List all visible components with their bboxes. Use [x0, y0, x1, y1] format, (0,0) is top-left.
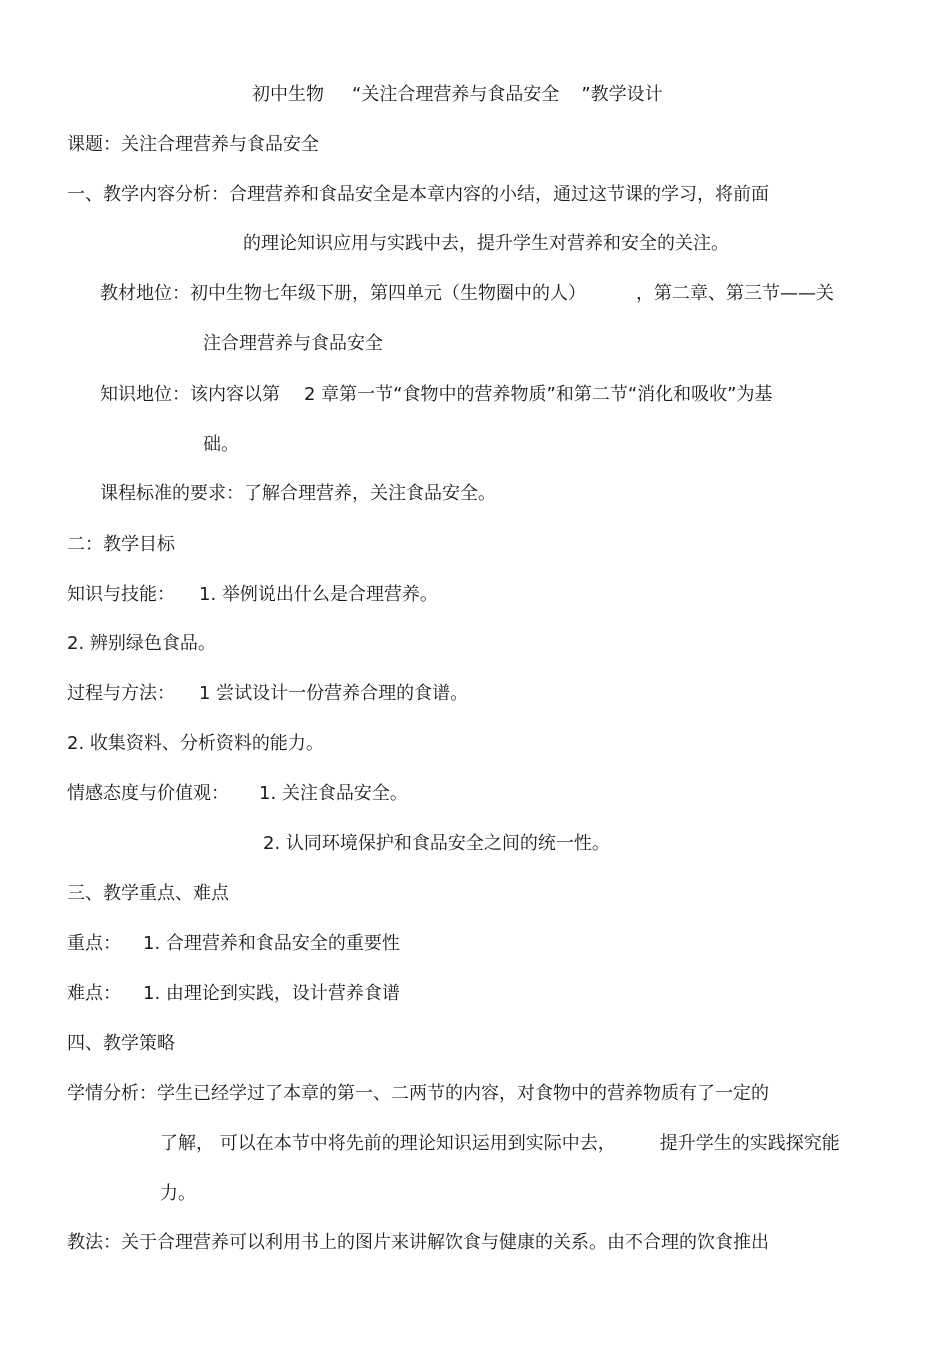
- knowledge-skills-item-1: 1. 举例说出什么是合理营养。: [199, 584, 438, 605]
- knowledge-skills-line: [67, 584, 438, 606]
- key-point-label: 重点：: [67, 933, 121, 954]
- emotion-values-item-1: 1. 关注食品安全。: [259, 783, 408, 804]
- teaching-method-line: 教法：关于合理营养可以利用书上的图片来讲解饮食与健康的关系。由不合理的饮食推出: [67, 1232, 769, 1253]
- knowledge-position-continuation: 础。: [203, 434, 239, 455]
- difficult-point-line: [67, 983, 400, 1005]
- learner-analysis-end: 力。: [160, 1183, 196, 1204]
- process-method-item-2: 2. 收集资料、分析资料的能力。: [67, 733, 324, 754]
- title-part-2: “关注合理营养与食品安全: [352, 84, 560, 105]
- knowledge-position-line: [100, 384, 772, 406]
- knowledge-position-a: 知识地位：该内容以第: [100, 384, 280, 405]
- difficult-point-item-1: 1. 由理论到实践，设计营养食谱: [143, 983, 400, 1004]
- knowledge-skills-item-2: 2. 辨别绿色食品。: [67, 633, 216, 654]
- textbook-position-a: 教材地位：初中生物七年级下册，第四单元（生物圈中的人）: [100, 283, 586, 304]
- content-analysis-heading: 一、教学内容分析：合理营养和食品安全是本章内容的小结，通过这节课的学习，将前面: [67, 184, 769, 205]
- title-part-3: ”教学设计: [581, 84, 663, 105]
- textbook-position-continuation: 注合理营养与食品安全: [203, 333, 383, 354]
- emotion-values-label: 情感态度与价值观：: [67, 783, 229, 804]
- title-part-1: 初中生物: [252, 84, 324, 105]
- learner-analysis-a: 了解， 可以在本节中将先前的理论知识运用到实际中去，: [160, 1133, 616, 1154]
- knowledge-skills-label: 知识与技能：: [67, 584, 175, 605]
- emotion-values-line: [67, 783, 408, 805]
- textbook-position-line: [100, 283, 834, 305]
- content-analysis-continuation: 的理论知识应用与实践中去，提升学生对营养和安全的关注。: [243, 233, 729, 254]
- key-point-item-1: 1. 合理营养和食品安全的重要性: [143, 933, 400, 954]
- process-method-label: 过程与方法：: [67, 683, 175, 704]
- document-title: [252, 84, 663, 106]
- learner-analysis-line: 学情分析：学生已经学过了本章的第一、二两节的内容，对食物中的营养物质有了一定的: [67, 1083, 769, 1104]
- key-difficult-heading: 三、教学重点、难点: [67, 883, 229, 904]
- teaching-strategy-heading: 四、教学策略: [67, 1033, 175, 1054]
- learner-analysis-continuation: [160, 1133, 840, 1155]
- difficult-point-label: 难点：: [67, 983, 121, 1004]
- emotion-values-item-2: 2. 认同环境保护和食品安全之间的统一性。: [263, 833, 610, 854]
- key-point-line: [67, 933, 400, 955]
- knowledge-position-b: 2 章第一节“食物中的营养物质”和第二节“消化和吸收”为基: [304, 384, 773, 405]
- teaching-objectives-heading: 二：教学目标: [67, 534, 175, 555]
- learner-analysis-b: 提升学生的实践探究能: [659, 1133, 840, 1154]
- process-method-item-1: 1 尝试设计一份营养合理的食谱。: [199, 683, 469, 704]
- topic-line: 课题：关注合理营养与食品安全: [67, 134, 319, 155]
- textbook-position-b: ，第二章、第三节——关: [636, 283, 834, 304]
- process-method-line: [67, 683, 468, 705]
- curriculum-standard-line: 课程标准的要求：了解合理营养，关注食品安全。: [100, 483, 496, 504]
